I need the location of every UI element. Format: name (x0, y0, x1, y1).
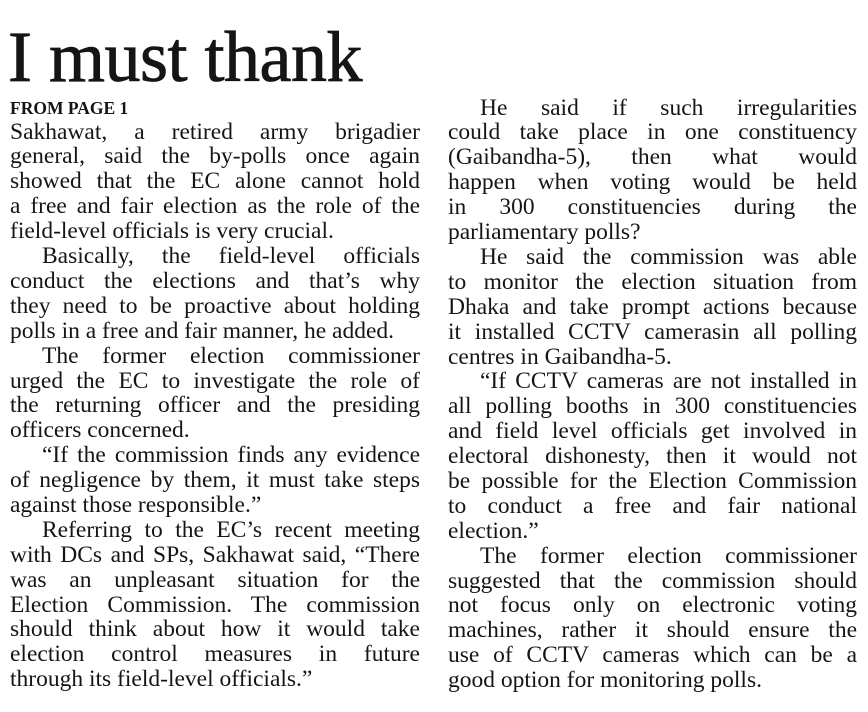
text-line: a free and fair election as the role of the (10, 193, 420, 220)
text-line: suggested that the commission should (448, 567, 857, 594)
text-line: He said if such irregularities (480, 94, 857, 121)
text-line: not focus only on electronic voting (448, 592, 857, 619)
text-line: in 300 constituencies during the (448, 194, 857, 221)
text-line: election control measures in future (10, 641, 420, 668)
paragraph (448, 245, 857, 369)
text-line: all polling booths in 300 constituencies (448, 393, 857, 420)
text-line: Election Commission. The commission (10, 591, 420, 618)
text-line: showed that the EC alone cannot hold (10, 168, 420, 195)
text-line: could take place in one constituency (448, 119, 857, 146)
text-line: parliamentary polls? (448, 219, 641, 246)
text-line: He said the commission was able (480, 243, 857, 270)
text-line: Sakhawat, a retired army brigadier (10, 118, 420, 145)
text-line: election.” (448, 517, 539, 544)
text-line: urged the EC to investigate the role of (10, 367, 420, 394)
text-line: Dhaka and take prompt actions because (448, 293, 857, 320)
text-line: they need to be proactive about holding (10, 292, 420, 319)
text-line: (Gaibandha-5), then what would (448, 144, 857, 171)
text-line: the returning officer and the presiding (10, 392, 420, 419)
text-line: to conduct a free and fair national (448, 492, 857, 519)
text-line: it installed CCTV camerasin all polling (448, 318, 857, 345)
text-line: was an unpleasant situation for the (10, 566, 420, 593)
text-line: happen when voting would be held (448, 169, 857, 196)
text-line: against those responsible.” (10, 491, 262, 518)
paragraph (10, 120, 420, 244)
text-line: centres in Gaibandha-5. (448, 343, 672, 370)
paragraph (10, 443, 420, 518)
paragraph (10, 244, 420, 344)
text-line: The former election commissioner (42, 342, 420, 369)
paragraph (448, 544, 857, 693)
text-line: “If the commission finds any evidence (42, 442, 420, 469)
text-line: through its field-level officials.” (10, 666, 313, 693)
text-line: be possible for the Election Commission (448, 467, 857, 494)
text-line: Basically, the field-level officials (42, 243, 420, 270)
text-line: conduct the elections and that’s why (10, 267, 420, 294)
text-line: should think about how it would take (10, 616, 420, 643)
text-line: officers concerned. (10, 417, 190, 444)
text-line: and field level officials get involved in (448, 418, 857, 445)
text-line: good option for monitoring polls. (448, 667, 762, 694)
text-line: “If CCTV cameras are not installed in (480, 368, 857, 395)
text-line: of negligence by them, it must take steps (10, 467, 420, 494)
text-line: machines, rather it should ensure the (448, 617, 857, 644)
headline: I must thank (8, 17, 362, 97)
text-line: to monitor the election situation from (448, 268, 857, 295)
paragraph (448, 96, 857, 245)
text-line: The former election commissioner (480, 542, 857, 569)
text-line: electoral dishonesty, then it would not (448, 443, 857, 470)
right-column (448, 96, 857, 693)
text-line: general, said the by-polls once again (10, 143, 420, 170)
text-line: use of CCTV cameras which can be a (448, 642, 857, 669)
text-line: Referring to the EC’s recent meeting (42, 516, 420, 543)
paragraph (448, 369, 857, 543)
text-line: field-level officials is very crucial. (10, 218, 334, 245)
paragraph (10, 518, 420, 692)
jump-label: FROM PAGE 1 (10, 98, 129, 118)
left-column (10, 120, 420, 692)
text-line: polls in a free and fair manner, he added. (10, 317, 395, 344)
paragraph (10, 344, 420, 444)
text-line: with DCs and SPs, Sakhawat said, “There (10, 541, 420, 568)
